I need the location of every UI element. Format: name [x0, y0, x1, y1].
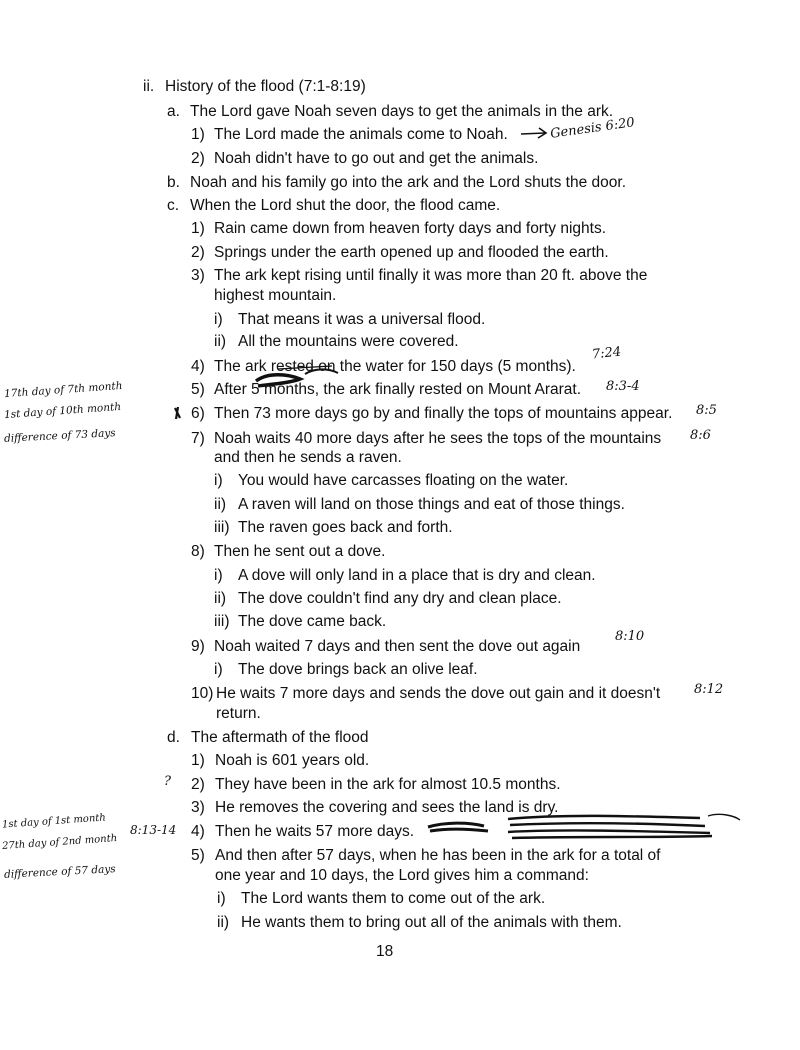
outline-text: Noah waits 40 more days after he sees the tops of the mountains [214, 430, 662, 447]
outline-marker: 2) [191, 776, 205, 793]
outline-text: The dove came back. [238, 613, 387, 630]
outline-text: The ark kept rising until finally it was more than 20 ft. above the [214, 267, 648, 284]
handwritten-reference: 8:3-4 [606, 379, 640, 394]
outline-marker: 2) [191, 244, 205, 261]
handwritten-note: 1st day of 10th month [3, 400, 122, 422]
outline-marker: 4) [191, 823, 205, 840]
outline-text: Rain came down from heaven forty days and forty nights. [214, 220, 607, 237]
margin-mark [175, 407, 180, 419]
outline-text: The raven goes back and forth. [238, 519, 453, 536]
handwritten-question-mark: ? [164, 774, 171, 789]
outline-marker: 2) [191, 150, 205, 167]
outline-text: and then he sends a raven. [214, 449, 402, 466]
outline-marker: 1) [191, 220, 205, 237]
outline-marker: ii) [214, 496, 227, 513]
outline-text: The Lord gave Noah seven days to get the animals in the ark. [190, 103, 614, 120]
outline-marker: ii) [214, 590, 227, 607]
scratch-out-mark [428, 823, 488, 831]
outline-text: Springs under the earth opened up and flooded the earth. [214, 244, 609, 261]
outline-text: You would have carcasses floating on the water. [238, 472, 569, 489]
outline-marker: 5) [191, 381, 205, 398]
outline-text: return. [216, 705, 261, 722]
outline-marker: iii) [214, 613, 230, 630]
outline-marker: 10) [191, 685, 214, 702]
handwritten-reference: 8:12 [694, 682, 724, 697]
outline-marker: a. [167, 103, 180, 120]
handwritten-note: difference of 73 days [3, 427, 116, 445]
handwritten-note: 1st day of 1st month [1, 812, 107, 831]
outline-marker: 3) [191, 267, 205, 284]
outline-marker: 7) [191, 430, 205, 447]
outline-text: After 5 months, the ark finally rested on Mount Ararat. [214, 381, 582, 398]
outline-text: And then after 57 days, when he has been in the ark for a total of [215, 847, 661, 864]
outline-marker: i) [214, 567, 223, 584]
outline-text: Noah and his family go into the ark and the Lord shuts the door. [190, 174, 626, 191]
outline-text: He wants them to bring out all of the animals with them. [241, 914, 622, 931]
outline-marker: 1) [191, 126, 205, 143]
outline-marker: 8) [191, 543, 205, 560]
handwritten-note: 27th day of 2nd month [1, 832, 118, 853]
handwritten-note: 17th day of 7th month [3, 379, 123, 401]
outline-text: He removes the covering and sees the land is dry. [215, 799, 559, 816]
handwritten-reference: 8:10 [615, 629, 645, 644]
handwritten-reference: Genesis 6:20 [549, 115, 636, 142]
outline-marker: 1) [191, 752, 205, 769]
outline-text: They have been in the ark for almost 10.5 months. [215, 776, 561, 793]
scratch-out-mark [256, 375, 300, 386]
handwritten-reference: 8:13-14 [130, 823, 177, 837]
outline-text: That means it was a universal flood. [238, 311, 486, 328]
outline-marker: 4) [191, 358, 205, 375]
handwritten-note: difference of 57 days [3, 863, 116, 881]
handwritten-reference: 8:6 [690, 428, 711, 443]
outline-marker: ii) [214, 333, 227, 350]
outline-text: Noah didn't have to go out and get the animals. [214, 150, 539, 167]
outline-marker: b. [167, 174, 180, 191]
handwritten-reference: 7:24 [591, 344, 622, 363]
handwritten-reference: 8:5 [696, 403, 717, 418]
outline-text: Noah is 601 years old. [215, 752, 370, 769]
outline-text: All the mountains were covered. [238, 333, 459, 350]
outline-marker: d. [167, 729, 180, 746]
outline-marker: i) [214, 472, 223, 489]
page-number: 18 [376, 943, 394, 960]
outline-text: The aftermath of the flood [191, 729, 369, 746]
outline-marker: i) [217, 890, 226, 907]
outline-marker: i) [214, 311, 223, 328]
outline-marker: 3) [191, 799, 205, 816]
outline-text: He waits 7 more days and sends the dove out gain and it doesn't [216, 685, 661, 702]
scratch-out-mark [508, 816, 712, 838]
outline-marker: ii. [143, 78, 155, 95]
outline-text: Then he waits 57 more days. [215, 823, 415, 840]
outline-marker: c. [167, 197, 180, 214]
outline-text: Noah waited 7 days and then sent the dove out again [214, 638, 581, 655]
outline-marker: 9) [191, 638, 205, 655]
outline-text: The ark rested on the water for 150 days (5 months). [214, 358, 576, 375]
outline-text: highest mountain. [214, 287, 337, 304]
arrow-icon [521, 133, 545, 134]
outline-text: Then 73 more days go by and finally the tops of mountains appear. [214, 405, 673, 422]
outline-text: History of the flood (7:1-8:19) [165, 78, 366, 95]
outline-text: The Lord wants them to come out of the ark. [241, 890, 546, 907]
outline-text: The dove couldn't find any dry and clean place. [238, 590, 562, 607]
outline-text: The Lord made the animals come to Noah. [214, 126, 508, 143]
outline-text: A raven will land on those things and eat of those things. [238, 496, 625, 513]
outline-marker: ii) [217, 914, 230, 931]
outline-text: one year and 10 days, the Lord gives him a command: [215, 867, 589, 884]
outline-marker: 6) [191, 405, 205, 422]
outline-marker: iii) [214, 519, 230, 536]
outline-text: Then he sent out a dove. [214, 543, 386, 560]
outline-text: A dove will only land in a place that is dry and clean. [238, 567, 596, 584]
outline-marker: 5) [191, 847, 205, 864]
outline-text: The dove brings back an olive leaf. [238, 661, 478, 678]
outline-text: When the Lord shut the door, the flood came. [190, 197, 501, 214]
outline-marker: i) [214, 661, 223, 678]
